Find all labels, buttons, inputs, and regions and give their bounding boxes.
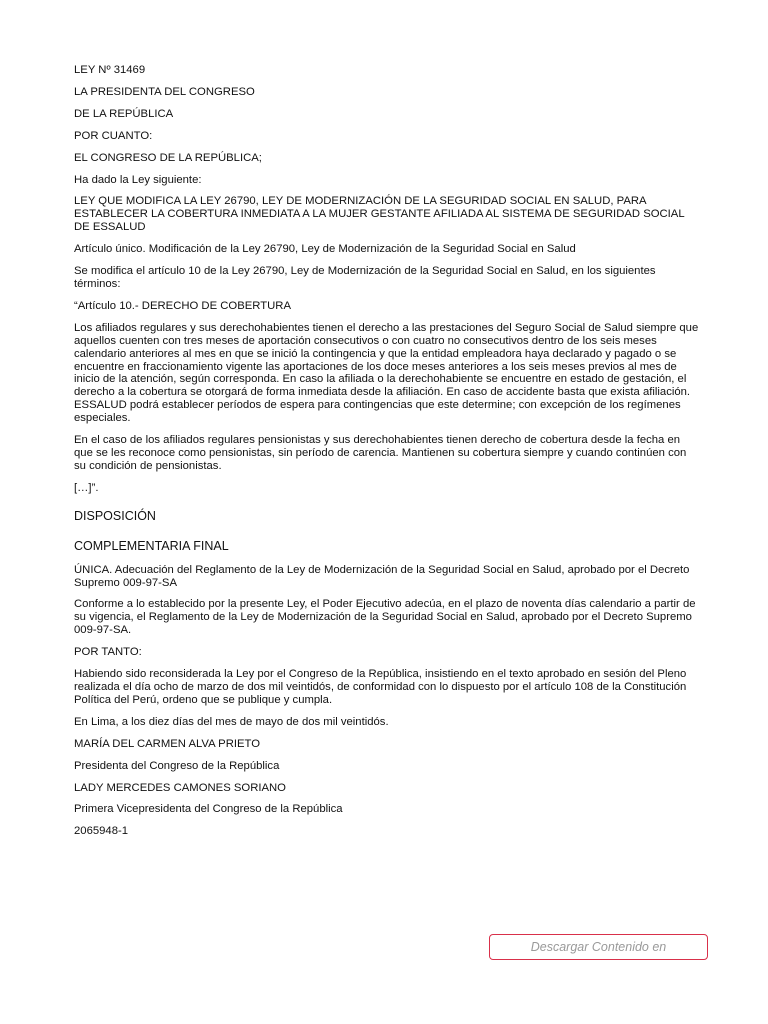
president-heading: LA PRESIDENTA DEL CONGRESO — [74, 85, 255, 98]
republic-heading: DE LA REPÚBLICA — [74, 107, 174, 120]
complementary-final-heading: COMPLEMENTARIA FINAL — [74, 538, 229, 553]
law-number: LEY Nº 31469 — [74, 64, 146, 76]
unica-heading: ÚNICA. Adecuación del Reglamento de la Ley de Modernización de la Seguridad Social en Salud, aprobado por el Decreto Supremo 009-97-SA — [74, 563, 690, 589]
document-code: 2065948-1 — [74, 825, 129, 838]
document-body — [74, 64, 700, 847]
conforme-paragraph: Conforme a lo establecido por la presente Ley, el Poder Ejecutivo adecúa, en el plazo de noventa días calendario a partir de su vigencia, el Reglamento de la Ley de Modernización de la Seguridad Social en Salud, aprobado por el Decreto Supremo 009-97-SA. — [74, 598, 696, 637]
lima-date: En Lima, a los diez días del mes de mayo de dos mil veintidós. — [74, 715, 389, 728]
congress-line: EL CONGRESO DE LA REPÚBLICA; — [74, 151, 262, 164]
disposition-heading: DISPOSICIÓN — [74, 508, 156, 523]
signatory-2-title: Primera Vicepresidenta del Congreso de la República — [74, 803, 343, 816]
affiliates-paragraph: Los afiliados regulares y sus derechohabientes tienen el derecho a las prestaciones del Seguro Social de Salud siempre que aquellos cuenten con tres meses de aportación consecutivos o con cuatro no consecutivos dentro de los seis meses calendario anteriores al mes en que se inició la contingencia y que la entidad empleadora haya declarado y pagado o se encuentre en fraccionamiento vigente las aportaciones de los doce meses anteriores a los seis meses previos al mes de inicio de la atención, según corresponda. En caso la afiliada o la derechohabiente se encuentre en estado de gestación, el derecho a la cobertura se otorgará de forma inmediata desde la afiliación. En caso de accidente basta que exista afiliación. ESSALUD podrá establecer períodos de espera para contingencias que este determine; con excepción de los regímenes especiales. — [74, 321, 699, 425]
por-tanto: POR TANTO: — [74, 646, 142, 659]
signatory-1-name: MARÍA DEL CARMEN ALVA PRIETO — [74, 737, 261, 750]
pensioners-paragraph: En el caso de los afiliados regulares pensionistas y sus derechohabientes tienen derecho de cobertura desde la fecha en que se les reconoce como pensionistas, sin período de carencia. Mantienen su cobertura siempre y cuando continúen con su condición de pensionistas. — [74, 434, 687, 472]
habiendo-paragraph: Habiendo sido reconsiderada la Ley por el Congreso de la República, insistiendo en el texto aprobado en sesión del Pleno realizada el día ocho de marzo de dos mil veintidós, de conformidad con lo dispuesto por el artículo 108 de la Constitución Política del Perú, ordeno que se publique y cumpla. — [74, 668, 687, 706]
single-article-heading: Artículo único. Modificación de la Ley 26790, Ley de Modernización de la Seguridad Social en Salud — [74, 243, 576, 256]
law-title: LEY QUE MODIFICA LA LEY 26790, LEY DE MODERNIZACIÓN DE LA SEGURIDAD SOCIAL EN SALUD, PARA ESTABLECER LA COBERTURA INMEDIATA A LA MUJER GESTANTE AFILIADA AL SISTEMA DE SEGURIDAD SOCIAL DE ESSALUD — [74, 195, 685, 234]
ellipsis: […]”. — [74, 481, 99, 494]
signatory-1-title: Presidenta del Congreso de la República — [74, 759, 280, 772]
ha-dado-line: Ha dado la Ley siguiente: — [74, 173, 202, 186]
signatory-2-name: LADY MERCEDES CAMONES SORIANO — [74, 781, 286, 794]
por-cuanto: POR CUANTO: — [74, 129, 153, 142]
download-content-button[interactable]: Descargar Contenido en — [489, 934, 708, 960]
article-10-heading: “Artículo 10.- DERECHO DE COBERTURA — [74, 299, 291, 312]
modification-paragraph: Se modifica el artículo 10 de la Ley 26790, Ley de Modernización de la Seguridad Social en Salud, en los siguientes términos: — [74, 265, 656, 290]
